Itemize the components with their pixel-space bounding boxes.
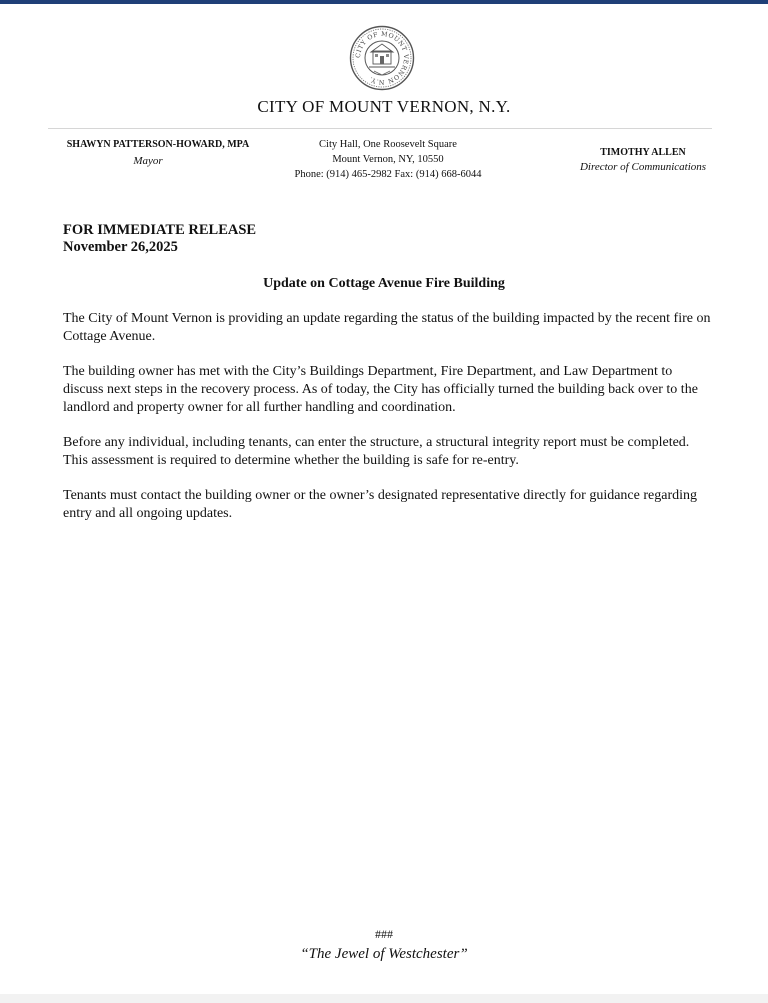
- body-paragraph: [63, 434, 713, 470]
- body-paragraph: [63, 310, 713, 346]
- mayor-name: SHAWYN PATTERSON-HOWARD, MPA: [66, 139, 250, 150]
- director-name: TIMOTHY ALLEN: [600, 147, 686, 158]
- director-title: Director of Communications: [579, 161, 707, 173]
- end-mark: ###: [375, 927, 393, 941]
- address-line-2: Mount Vernon, NY, 10550: [332, 154, 444, 165]
- paragraph-text: The building owner has met with the City’s Buildings Department, Fire Department, and Law Department to discuss next steps in the recovery process. As of today, the City has officially turned the building back over to the landlord and property owner for all further handling and coordination.: [63, 364, 698, 415]
- paragraph-text: The City of Mount Vernon is providing an update regarding the status of the building impacted by the recent fire on Cottage Avenue.: [63, 311, 711, 344]
- city-title: CITY OF MOUNT VERNON, N.Y.: [257, 97, 511, 116]
- press-release-headline: Update on Cottage Avenue Fire Building: [263, 276, 505, 291]
- city-hall-address: [278, 137, 498, 182]
- seal-text: CITY OF MOUNT VERNON N.Y.: [354, 30, 410, 86]
- release-date: November 26,2025: [63, 239, 178, 255]
- address-phone-fax: Phone: (914) 465-2982 Fax: (914) 668-6044: [294, 169, 482, 180]
- release-block: [63, 222, 256, 256]
- mayor-title: Mayor: [133, 155, 163, 167]
- address-line-1: City Hall, One Roosevelt Square: [319, 139, 457, 150]
- city-tagline: “The Jewel of Westchester”: [300, 946, 468, 962]
- release-label: FOR IMMEDIATE RELEASE: [63, 222, 257, 238]
- body-paragraph: [63, 487, 713, 523]
- city-seal-icon: [349, 25, 415, 91]
- top-accent-bar: [0, 0, 768, 4]
- header-divider: [48, 128, 712, 129]
- body-paragraph: [63, 363, 713, 417]
- paragraph-text: Tenants must contact the building owner or the owner’s designated representative directly for guidance regarding entry and all ongoing updates.: [63, 488, 697, 521]
- paragraph-text: Before any individual, including tenants, can enter the structure, a structural integrity report must be completed. This assessment is required to determine whether the building is safe for re-entry.: [63, 435, 690, 468]
- page-bottom-edge: [0, 994, 768, 1003]
